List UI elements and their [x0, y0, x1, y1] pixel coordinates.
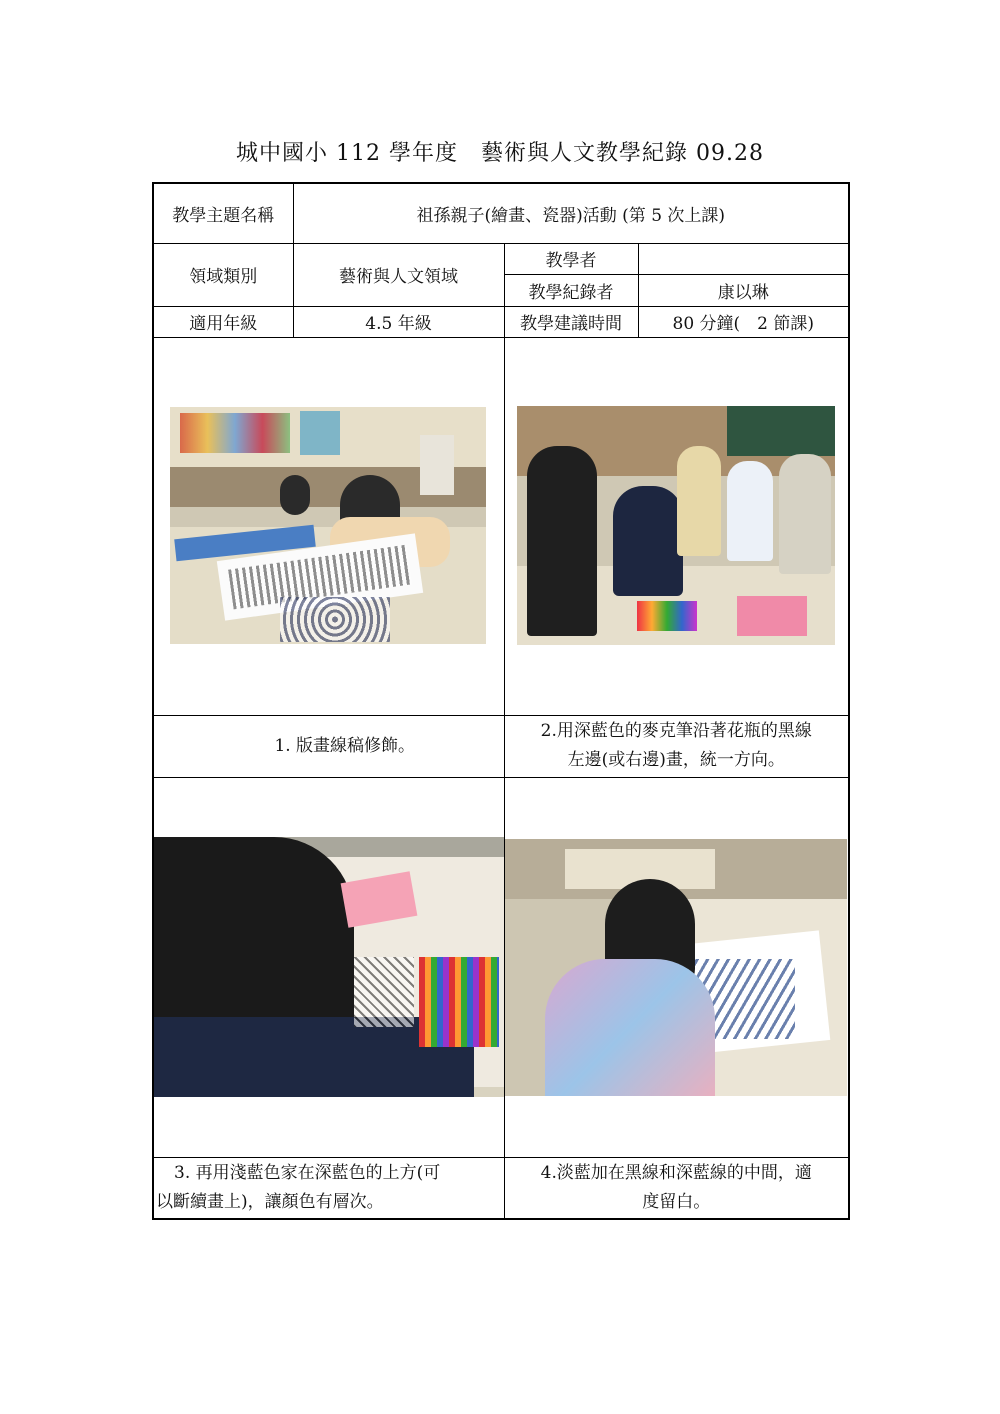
topic-label: 教學主題名稱 — [153, 183, 293, 243]
caption-3-line2: 以斷續畫上)，讓顏色有層次。 — [156, 1191, 384, 1212]
caption-4-line2: 度留白。 — [642, 1191, 711, 1212]
document-title: 城中國小 112 學年度 藝術與人文教學紀錄 09.28 — [236, 141, 764, 166]
photo-cell-2 — [504, 337, 849, 715]
grade-label: 適用年級 — [153, 306, 293, 337]
caption-2-line2: 左邊(或右邊)畫，統一方向。 — [567, 750, 785, 770]
teacher-label: 教學者 — [504, 243, 638, 274]
recorder-value: 康以琳 — [638, 274, 849, 306]
caption-2-line1: 2.用深藍色的麥克筆沿著花瓶的黑線 — [540, 721, 812, 741]
caption-2 — [504, 715, 849, 777]
time-value: 80 分鐘( 2 節課) — [638, 306, 849, 337]
domain-label: 領域類別 — [153, 243, 293, 306]
photo-cell-4 — [504, 777, 849, 1157]
photo-cell-1 — [153, 337, 504, 715]
teaching-record-table — [152, 182, 850, 1220]
topic-value: 祖孫親子(繪畫、瓷器)活動 (第 5 次上課) — [293, 183, 849, 243]
caption-4 — [504, 1157, 849, 1219]
teacher-value — [638, 243, 849, 274]
caption-4-line1: 4.淡藍加在黑線和深藍線的中間，適 — [540, 1162, 812, 1183]
photo-cell-3 — [153, 777, 504, 1157]
classroom-photo-2 — [517, 406, 835, 645]
domain-value: 藝術與人文領域 — [293, 243, 504, 306]
classroom-photo-3 — [154, 837, 504, 1097]
grade-value: 4.5 年級 — [293, 306, 504, 337]
caption-3-line1: 3. 再用淺藍色家在深藍色的上方(可 — [174, 1162, 441, 1183]
caption-3 — [153, 1157, 504, 1219]
classroom-photo-1 — [170, 407, 486, 644]
time-label: 教學建議時間 — [504, 306, 638, 337]
classroom-photo-4 — [505, 839, 847, 1096]
caption-1: 1. 版畫線稿修飾。 — [153, 715, 504, 777]
recorder-label: 教學紀錄者 — [504, 274, 638, 306]
